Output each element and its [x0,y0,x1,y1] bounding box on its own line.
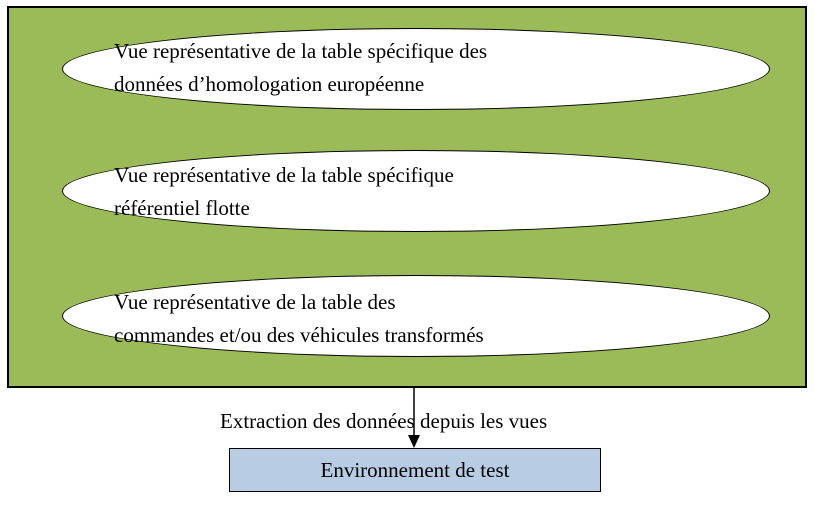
extraction-arrow-head [408,435,420,448]
test-environment-label: Environnement de test [320,457,510,482]
view-node-orders-vehicles-label: Vue représentative de la table des commandes et/ou des véhicules transformés [114,290,484,347]
test-environment-node [229,448,601,492]
view-node-fleet-reference-label: Vue représentative de la table spécifique référentiel flotte [114,163,454,220]
view-node-homologation-label: Vue représentative de la table spécifique des données d’homologation européenne [114,39,488,96]
extraction-edge-label: Extraction des données depuis les vues [220,409,548,433]
